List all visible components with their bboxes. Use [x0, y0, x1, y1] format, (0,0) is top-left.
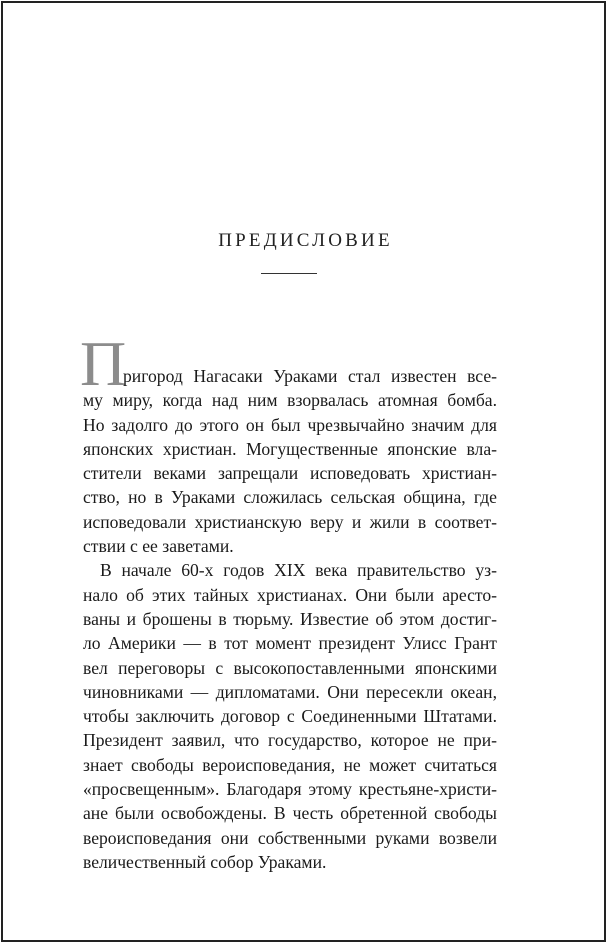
paragraph-2: [83, 558, 497, 874]
text-line: Но задолго до этого он был чрезвычайно значим для: [83, 414, 497, 435]
page-title: ПРЕДИСЛОВИЕ: [218, 230, 393, 251]
paragraph-1: [83, 364, 497, 558]
text-line: вел переговоры с высокопоставленными японскими: [83, 657, 497, 678]
text-line: японских христиан. Могущественные японские вла-: [83, 438, 497, 459]
text-line: чтобы заключить договор с Соединенными Штатами.: [83, 706, 497, 727]
body-text: [83, 364, 497, 874]
text-line: му миру, когда над ним взорвалась атомная бомба.: [83, 390, 497, 411]
text-line: ство, но в Ураками сложилась сельская община, где: [83, 487, 497, 508]
text-line: вероисповедания они собственными руками возвели: [83, 827, 497, 848]
text-line: нало об этих тайных христианах. Они были аресто-: [83, 584, 497, 605]
text-line: В начале 60-х годов XIX века правительство уз-: [100, 560, 497, 581]
title-underline: [261, 273, 317, 274]
text-line: стители веками запрещали исповедовать христиан-: [83, 463, 497, 484]
text-line: ло Америки — в тот момент президент Улисс Грант: [83, 633, 497, 654]
text-line: Президент заявил, что государство, которое не при-: [83, 730, 497, 751]
text-line: величественный собор Ураками.: [83, 851, 327, 872]
text-line: знает свободы вероисповедания, не может считаться: [83, 754, 497, 775]
drop-cap: П: [80, 328, 127, 399]
text-line: исповедовали христианскую веру и жили в соответ-: [83, 511, 497, 532]
text-line: «просвещенным». Благодаря этому крестьяне-христи-: [83, 779, 497, 800]
text-line: ане были освобождены. В честь обретенной свободы: [83, 803, 497, 824]
text-line: ствии с ее заветами.: [83, 536, 234, 557]
text-line: чиновниками — дипломатами. Они пересекли океан,: [83, 681, 497, 702]
text-line: ригород Нагасаки Ураками стал известен все-: [123, 366, 497, 386]
text-line: ваны и брошены в тюрьму. Известие об этом достиг-: [83, 608, 497, 629]
